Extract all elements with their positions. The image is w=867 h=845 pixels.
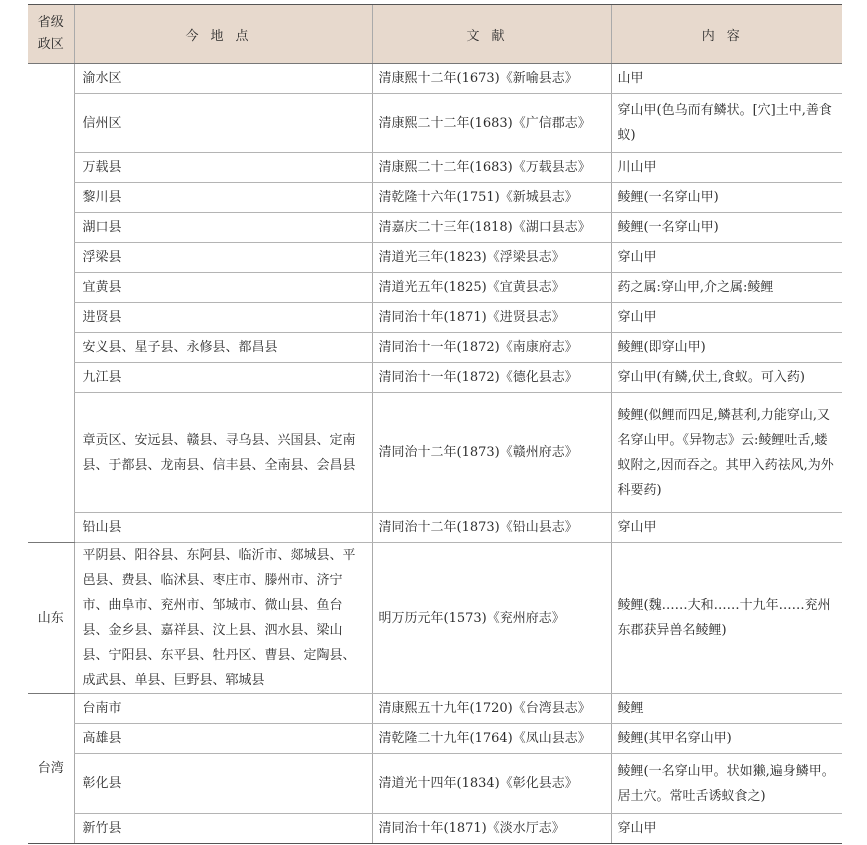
place-cell: 台南市 [74,694,372,724]
document-cell: 清同治十年(1871)《进贤县志》 [372,303,611,333]
table-row [28,64,842,94]
table-row [28,754,842,814]
document-cell: 清同治十二年(1873)《铅山县志》 [372,513,611,543]
content-cell: 穿山甲 [611,303,842,333]
document-cell: 清道光三年(1823)《浮梁县志》 [372,243,611,273]
place-cell: 湖口县 [74,213,372,243]
province-cell [28,64,74,543]
place-cell: 信州区 [74,94,372,153]
table-row [28,814,842,844]
content-cell: 鲮鲤(一名穿山甲) [611,183,842,213]
place-cell: 章贡区、安远县、赣县、寻乌县、兴国县、定南县、于都县、龙南县、信丰县、全南县、会昌县 [74,393,372,513]
table-row [28,273,842,303]
content-cell: 鲮鲤(即穿山甲) [611,333,842,363]
document-cell: 清康熙十二年(1673)《新喻县志》 [372,64,611,94]
table-row [28,213,842,243]
place-cell: 浮梁县 [74,243,372,273]
table-row [28,243,842,273]
content-cell: 鲮鲤(其甲名穿山甲) [611,724,842,754]
document-cell: 清同治十二年(1873)《赣州府志》 [372,393,611,513]
place-cell: 渝水区 [74,64,372,94]
document-cell: 清道光五年(1825)《宜黄县志》 [372,273,611,303]
place-cell: 平阴县、阳谷县、东阿县、临沂市、郯城县、平邑县、费县、临沭县、枣庄市、滕州市、济宁市、曲阜市、兖州市、邹城市、微山县、鱼台县、金乡县、嘉祥县、汶上县、泗水县、梁山县、宁阳县、东平县、牡丹区、曹县、定陶县、成武县、单县、巨野县、郓城县 [74,543,372,694]
place-cell: 黎川县 [74,183,372,213]
header-province-line1: 省级 [37,15,64,30]
place-cell: 进贤县 [74,303,372,333]
table-row [28,303,842,333]
province-cell: 台湾 [28,694,74,844]
header-province [28,5,74,64]
place-cell: 铅山县 [74,513,372,543]
table-row [28,333,842,363]
document-cell: 清乾隆十六年(1751)《新城县志》 [372,183,611,213]
document-cell: 明万历元年(1573)《兖州府志》 [372,543,611,694]
content-cell: 鲮鲤(魏……大和……十九年……兖州东郡获异兽名鲮鲤) [611,543,842,694]
header-place: 今地点 [74,5,372,64]
document-cell: 清嘉庆二十三年(1818)《湖口县志》 [372,213,611,243]
table-row [28,543,842,694]
table-row [28,183,842,213]
content-cell: 穿山甲(有鳞,伏土,食蚁。可入药) [611,363,842,393]
place-cell: 万载县 [74,153,372,183]
content-cell: 穿山甲 [611,814,842,844]
content-cell: 鲮鲤(一名穿山甲) [611,213,842,243]
document-cell: 清康熙二十二年(1683)《万载县志》 [372,153,611,183]
header-content: 内容 [611,5,842,64]
table-row [28,724,842,754]
content-cell: 穿山甲(色乌而有鳞状。[穴]土中,善食蚁) [611,94,842,153]
table-row [28,94,842,153]
content-cell: 鲮鲤(一名穿山甲。状如獭,遍身鳞甲。居土穴。常吐舌诱蚁食之) [611,754,842,814]
content-cell: 药之属:穿山甲,介之属:鲮鲤 [611,273,842,303]
table-row [28,363,842,393]
content-cell: 穿山甲 [611,243,842,273]
content-cell: 川山甲 [611,153,842,183]
province-cell: 山东 [28,543,74,694]
table-row [28,694,842,724]
content-cell: 鲮鲤 [611,694,842,724]
document-cell: 清同治十一年(1872)《德化县志》 [372,363,611,393]
place-cell: 宜黄县 [74,273,372,303]
records-table [28,4,842,844]
content-cell: 山甲 [611,64,842,94]
table-row [28,393,842,513]
header-province-line2: 政区 [37,37,64,52]
document-cell: 清同治十一年(1872)《南康府志》 [372,333,611,363]
document-cell: 清康熙五十九年(1720)《台湾县志》 [372,694,611,724]
document-cell: 清乾隆二十九年(1764)《凤山县志》 [372,724,611,754]
table-header-row [28,5,842,64]
place-cell: 安义县、星子县、永修县、都昌县 [74,333,372,363]
content-cell: 鲮鲤(似鲤而四足,鳞甚利,力能穿山,又名穿山甲。《异物志》云:鲮鲤吐舌,蝼蚁附之,因而吞之。其甲入药祛风,为外科要药) [611,393,842,513]
table-row [28,513,842,543]
table-row [28,153,842,183]
document-cell: 清同治十年(1871)《淡水厅志》 [372,814,611,844]
document-cell: 清道光十四年(1834)《彰化县志》 [372,754,611,814]
place-cell: 高雄县 [74,724,372,754]
document-cell: 清康熙二十二年(1683)《广信郡志》 [372,94,611,153]
place-cell: 九江县 [74,363,372,393]
place-cell: 新竹县 [74,814,372,844]
header-document: 文献 [372,5,611,64]
place-cell: 彰化县 [74,754,372,814]
content-cell: 穿山甲 [611,513,842,543]
